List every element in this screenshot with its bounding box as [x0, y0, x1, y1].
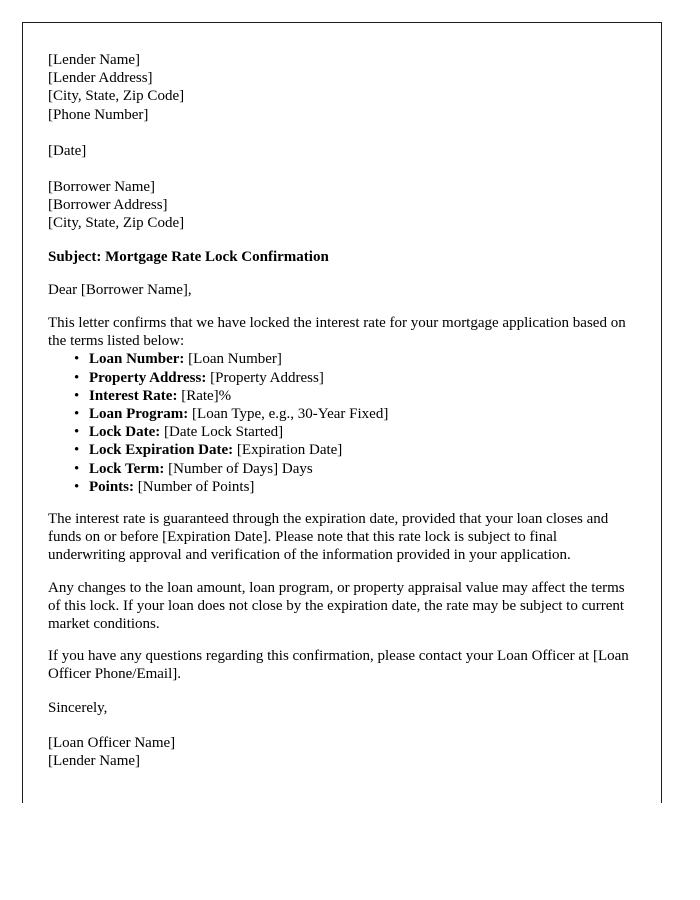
- changes-paragraph: Any changes to the loan amount, loan program, or property appraisal value may affect the terms of this lock. If your loan does not close by the expiration date, the rate may be subject to current market conditions.: [48, 579, 625, 633]
- document-page: [22, 22, 662, 803]
- term-value: [Number of Days] Days: [168, 460, 313, 477]
- term-label: Property Address:: [89, 369, 207, 386]
- letter-body: [48, 51, 630, 770]
- salutation: Dear [Borrower Name],: [48, 281, 192, 298]
- signature-block: [48, 734, 630, 770]
- term-value: [Expiration Date]: [236, 442, 343, 459]
- term-value: [Date Lock Started]: [164, 424, 284, 441]
- term-value: [Property Address]: [210, 369, 324, 386]
- loan-terms-list: [48, 350, 630, 496]
- loan-officer-name: [Loan Officer Name]: [48, 734, 176, 751]
- borrower-name: [Borrower Name]: [48, 179, 156, 196]
- signature-lender-name: [Lender Name]: [48, 753, 141, 770]
- term-value: [Number of Points]: [137, 478, 255, 495]
- list-item: [48, 423, 630, 441]
- list-item: [48, 405, 630, 423]
- borrower-city-state-zip: [City, State, Zip Code]: [48, 215, 185, 232]
- subject-line: Subject: Mortgage Rate Lock Confirmation: [48, 248, 329, 265]
- guarantee-paragraph: The interest rate is guaranteed through the expiration date, provided that your loan closes and funds on or before [Expiration Date]. Please note that this rate lock is subject to final underwriting approval and verification of the information provided in your application.: [48, 511, 609, 564]
- term-label: Interest Rate:: [89, 387, 178, 404]
- term-label: Lock Date:: [89, 424, 161, 441]
- list-item: [48, 441, 630, 459]
- lender-address-block: [48, 51, 630, 124]
- list-item: [48, 350, 630, 368]
- term-value: [Rate]%: [181, 387, 232, 404]
- lender-phone-number: [Phone Number]: [48, 106, 149, 123]
- term-label: Points:: [89, 478, 134, 495]
- term-label: Loan Program:: [89, 406, 189, 423]
- term-label: Lock Expiration Date:: [89, 442, 234, 459]
- list-item: [48, 478, 630, 496]
- lender-city-state-zip: [City, State, Zip Code]: [48, 88, 185, 105]
- date-block: [48, 142, 630, 160]
- lender-name: [Lender Name]: [48, 52, 141, 68]
- borrower-address: [Borrower Address]: [48, 197, 168, 214]
- list-item: [48, 369, 630, 387]
- closing-line: Sincerely,: [48, 699, 108, 716]
- questions-paragraph: If you have any questions regarding this confirmation, please contact your Loan Officer at [Loan Officer Phone/Email].: [48, 648, 629, 683]
- date-line: [Date]: [48, 142, 87, 159]
- term-value: [Loan Number]: [188, 351, 282, 368]
- list-item: [48, 460, 630, 478]
- intro-paragraph: This letter confirms that we have locked the interest rate for your mortgage application based on the terms listed below:: [48, 315, 626, 350]
- term-value: [Loan Type, e.g., 30-Year Fixed]: [192, 406, 389, 423]
- list-item: [48, 387, 630, 405]
- borrower-address-block: [48, 178, 630, 233]
- term-label: Loan Number:: [89, 351, 185, 368]
- lender-address: [Lender Address]: [48, 70, 153, 87]
- term-label: Lock Term:: [89, 460, 165, 477]
